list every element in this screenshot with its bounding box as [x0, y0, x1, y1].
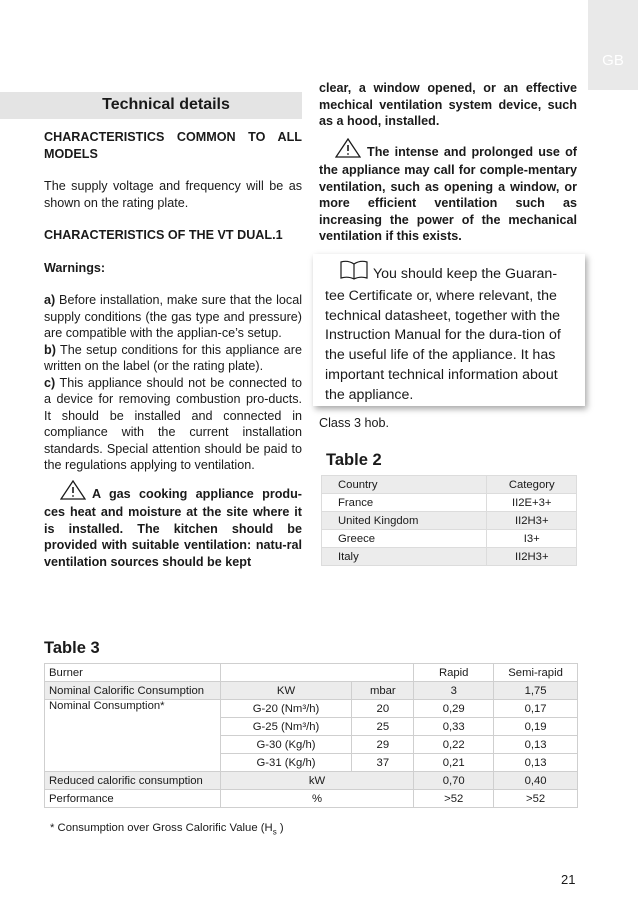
table-header-cell: Burner	[45, 664, 221, 682]
right-column	[319, 80, 577, 245]
table-row	[322, 548, 577, 566]
table-cell: 0,17	[494, 700, 578, 718]
warning-c: c) This appliance should not be connected to a device for removing combustion pro-ducts. It should be installed and connected in compliance with the current installation standards. Special attention should be paid to the regulations applying to ventilation.	[44, 375, 302, 472]
table-cell: Nominal Calorific Consumption	[45, 682, 221, 700]
table-cell	[220, 664, 414, 682]
table-cell: >52	[414, 790, 494, 808]
table-header-cell: Semi-rapid	[494, 664, 578, 682]
table-cell: G-31 (Kg/h)	[220, 754, 352, 772]
section-title: Technical details	[0, 92, 302, 119]
country-category-table	[321, 475, 577, 566]
table-header-row	[322, 476, 577, 494]
table-cell: 0,40	[494, 772, 578, 790]
table-header-cell: Rapid	[414, 664, 494, 682]
warning-b: b) The setup conditions for this appliance are written on the label (or the rating plate).	[44, 342, 302, 373]
table-row	[322, 494, 577, 512]
table-cell: >52	[494, 790, 578, 808]
table-row	[322, 530, 577, 548]
table-row	[45, 790, 578, 808]
table-cell: France	[322, 494, 487, 512]
table-cell: 0,29	[414, 700, 494, 718]
left-column	[44, 92, 302, 570]
warning-a: a) Before installation, make sure that the local supply conditions (the gas type and pressure) are compatible with the applian-ce’s setup.	[44, 293, 302, 340]
table-cell: KW	[220, 682, 352, 700]
table-row	[45, 682, 578, 700]
page-number: 21	[561, 872, 576, 887]
table-cell: G-30 (Kg/h)	[220, 736, 352, 754]
table-row	[45, 700, 578, 718]
table3-title: Table 3	[44, 639, 100, 657]
table-row	[45, 772, 578, 790]
table-cell: 0,21	[414, 754, 494, 772]
table-cell: mbar	[352, 682, 414, 700]
table-cell: 20	[352, 700, 414, 718]
ventilation-continued: clear, a window opened, or an effective mechical ventilation system device, such as a hood, installed.	[319, 81, 577, 128]
table-cell: 1,75	[494, 682, 578, 700]
table-cell: 0,22	[414, 736, 494, 754]
table2-title: Table 2	[326, 451, 382, 469]
table-cell: Nominal Consumption*	[45, 700, 221, 772]
guarantee-note: You should keep the Guaran-tee Certificate or, where relevant, the technical datasheet, together with the Instruction Manual for the dura-tion of the useful life of the appliance. It has important technical information about the appliance.	[313, 254, 585, 406]
model-heading: CHARACTERISTICS OF THE VT DUAL.1	[44, 228, 283, 242]
class-text: Class 3 hob.	[319, 416, 390, 430]
table-header-cell: Category	[487, 476, 577, 494]
table-cell: 0,33	[414, 718, 494, 736]
table-cell: I3+	[487, 530, 577, 548]
table-cell: G-25 (Nm³/h)	[220, 718, 352, 736]
language-tab: GB	[588, 0, 638, 90]
table-cell: 0,13	[494, 736, 578, 754]
table-cell: 0,19	[494, 718, 578, 736]
table-cell: Reduced calorific consumption	[45, 772, 221, 790]
common-heading: CHARACTERISTICS COMMON TO ALL MODELS	[44, 130, 302, 161]
warning-triangle-icon	[60, 480, 86, 505]
table3-footnote: * Consumption over Gross Calorific Value ($H_s$ )	[50, 822, 284, 837]
table-cell: 37	[352, 754, 414, 772]
warnings-heading: Warnings:	[44, 260, 106, 275]
table-header-cell: Country	[322, 476, 487, 494]
table-cell: Greece	[322, 530, 487, 548]
table-cell: II2H3+	[487, 548, 577, 566]
table-cell: 29	[352, 736, 414, 754]
table-cell: Italy	[322, 548, 487, 566]
table-cell: II2E+3+	[487, 494, 577, 512]
table-header-row	[45, 664, 578, 682]
open-book-icon	[339, 260, 369, 287]
warning-triangle-icon	[335, 138, 361, 163]
table-cell: 0,70	[414, 772, 494, 790]
ventilation-warning: A gas cooking appliance produ-ces heat and moisture at the site where it is installed. The kitchen should be provided with suitable ventilation: natu-ral ventilation sources should be kept	[44, 480, 302, 571]
table-cell: United Kingdom	[322, 512, 487, 530]
table-cell: 25	[352, 718, 414, 736]
table-cell: Performance	[45, 790, 221, 808]
burner-consumption-table	[44, 663, 578, 808]
table-cell: G-20 (Nm³/h)	[220, 700, 352, 718]
supply-text: The supply voltage and frequency will be as shown on the rating plate.	[44, 179, 302, 210]
table-cell: %	[220, 790, 414, 808]
table-cell: II2H3+	[487, 512, 577, 530]
table-cell: 0,13	[494, 754, 578, 772]
table-cell: kW	[220, 772, 414, 790]
prolonged-use-warning: The intense and prolonged use of the appliance may call for comple-mentary ventilation, such as opening a window, or more efficient ventilation such as increasing the power of the mechanical ventilation if this exists.	[319, 138, 577, 245]
table-row	[322, 512, 577, 530]
table-cell: 3	[414, 682, 494, 700]
